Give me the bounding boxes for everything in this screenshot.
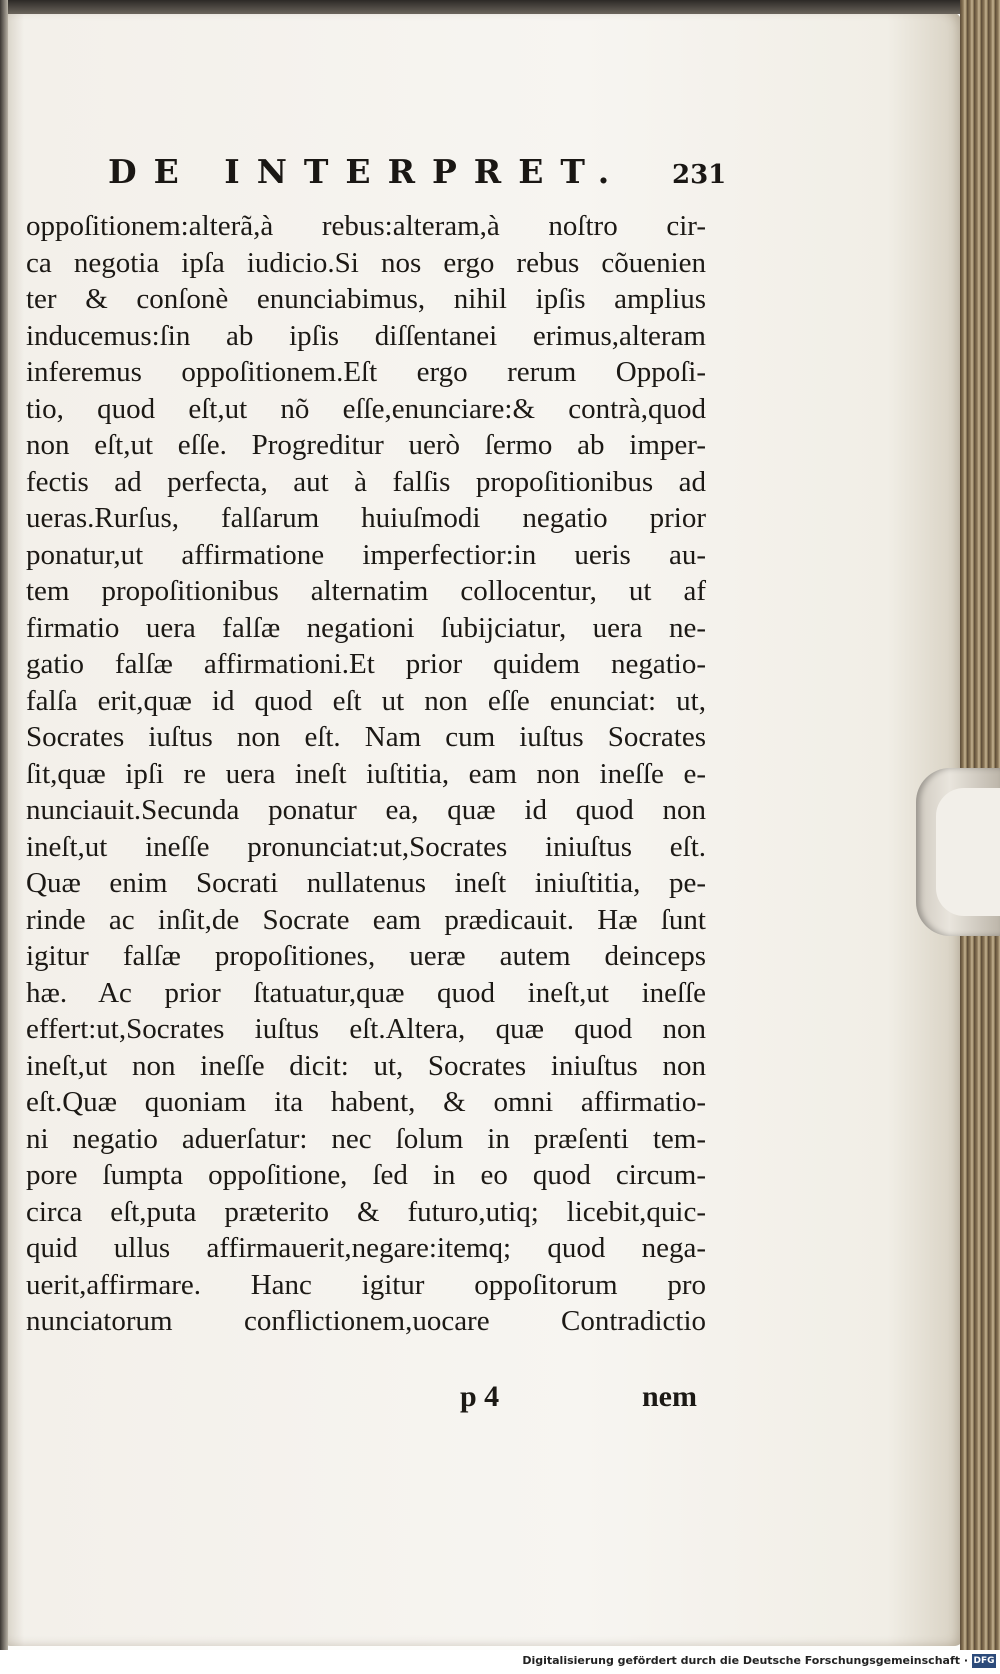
- text-line: circa eſt,puta præterito & futuro,utiq; licebit,quic-: [26, 1195, 706, 1228]
- text-line: firmatio uera falſæ negationi ſubijciatur, uera ne-: [26, 611, 706, 644]
- signature-mark: p 4: [460, 1380, 500, 1413]
- page-number: 231: [672, 160, 727, 190]
- text-line: Quæ enim Socrati nullatenus ineſt iniuſtitia, pe-: [26, 867, 706, 899]
- text-line: effert:ut,Socrates iuſtus eſt.Altera, quæ quod non: [26, 1013, 706, 1045]
- text-line: ſit,quæ ipſi re uera ineſt iuſtitia, eam non ineſſe e-: [26, 757, 706, 790]
- text-line: ineſt,ut non ineſſe dicit: ut, Socrates iniuſtus non: [26, 1049, 706, 1082]
- text-line: rinde ac inſit,de Socrate eam prædicauit. Hæ ſunt: [26, 903, 706, 936]
- text-line: ter & conſonè enunciabimus, nihil ipſis amplius: [26, 283, 706, 315]
- text-line: uerit,affirmare. Hanc igitur oppoſitorum pro: [26, 1268, 706, 1301]
- catchword: nem: [642, 1380, 697, 1413]
- text-line: ueras.Rurſus, falſarum huiuſmodi negatio prior: [26, 502, 706, 534]
- text-line: falſa erit,quæ id quod eſt ut non eſſe enunciat: ut,: [26, 684, 706, 717]
- text-line: pore ſumpta oppoſitione, ſed in eo quod circum-: [26, 1159, 706, 1191]
- text-line: tem propoſitionibus alternatim collocentur, ut af: [26, 575, 706, 607]
- text-line: ni negatio aduerſatur: nec ſolum in præſenti tem-: [26, 1122, 706, 1155]
- book-clasp-inner: [936, 788, 1000, 916]
- text-line: quid ullus affirmauerit,negare:itemq; quod nega-: [26, 1232, 706, 1264]
- text-line: ponatur,ut affirmatione imperfectior:in ueris au-: [26, 538, 706, 571]
- text-line: non eſt,ut eſſe. Progreditur uerò ſermo ab imper-: [26, 429, 706, 461]
- text-line: igitur falſæ propoſitiones, ueræ autem deinceps: [26, 940, 706, 972]
- text-line: fectis ad perfecta, aut à falſis propoſitionibus ad: [26, 465, 706, 498]
- body-text: [26, 208, 706, 1340]
- running-head: DE INTERPRET.: [108, 152, 627, 191]
- funding-credit: Digitalisierung gefördert durch die Deutsche Forschungsgemeinschaft ·: [522, 1654, 968, 1667]
- text-line: nunciauit.Secunda ponatur ea, quæ id quod non: [26, 794, 706, 826]
- text-line: nunciatorum conflictionem,uocare Contradictio: [26, 1305, 706, 1337]
- text-line: gatio falſæ affirmationi.Et prior quidem negatio-: [26, 648, 706, 680]
- text-line: oppoſitionem:alterã,à rebus:alteram,à noſtro cir-: [26, 210, 706, 242]
- text-line: inducemus:ſin ab ipſis diſſentanei erimus,alteram: [26, 319, 706, 352]
- text-line: ca negotia ipſa iudicio.Si nos ergo rebus cõuenien: [26, 246, 706, 279]
- text-line: Socrates iuſtus non eſt. Nam cum iuſtus Socrates: [26, 721, 706, 753]
- text-line: eſt.Quæ quoniam ita habent, & omni affirmatio-: [26, 1086, 706, 1118]
- dfg-logo: DFG: [973, 1656, 995, 1666]
- text-line: inferemus oppoſitionem.Eſt ergo rerum Oppoſi-: [26, 356, 706, 388]
- book-top-edge: [0, 0, 1000, 14]
- text-line: hæ. Ac prior ſtatuatur,quæ quod ineſt,ut ineſſe: [26, 976, 706, 1009]
- text-line: ineſt,ut ineſſe pronunciat:ut,Socrates iniuſtus eſt.: [26, 830, 706, 863]
- text-line: tio, quod eſt,ut nõ eſſe,enunciare:& contrà,quod: [26, 392, 706, 425]
- book-gutter: [0, 0, 8, 1650]
